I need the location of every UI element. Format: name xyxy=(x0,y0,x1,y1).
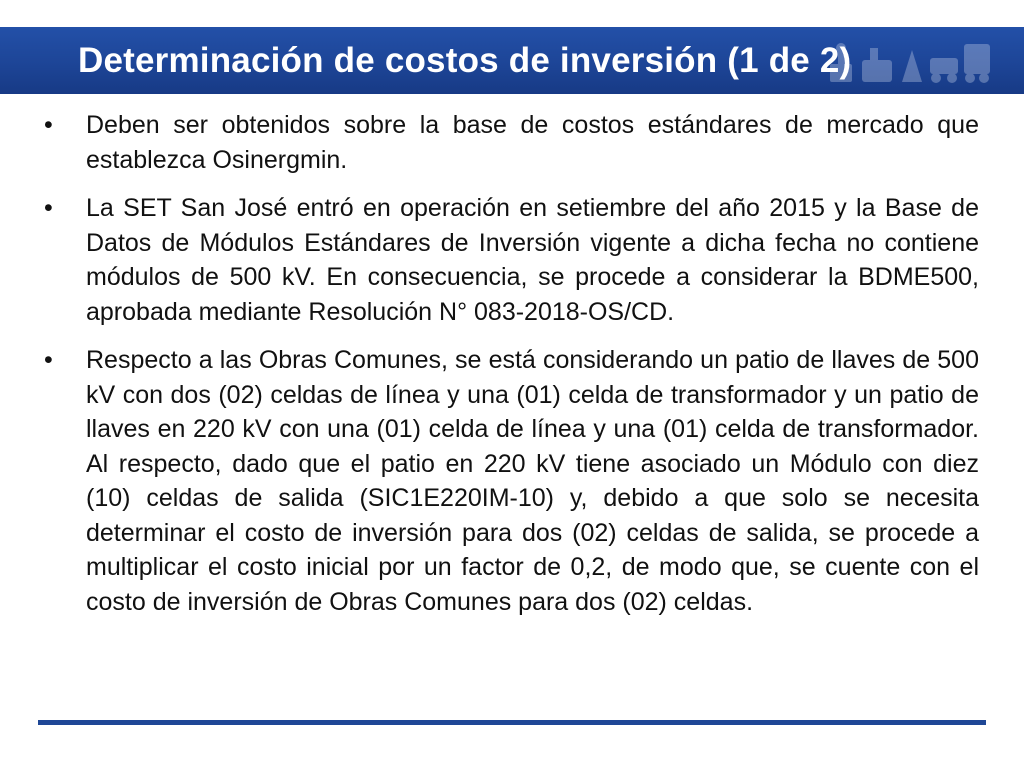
bullet-icon: • xyxy=(44,194,53,222)
bullet-item xyxy=(44,191,979,329)
bullet-item xyxy=(44,108,979,177)
bullet-icon: • xyxy=(44,111,53,139)
slide-title: Determinación de costos de inversión (1 de 2) xyxy=(78,41,852,80)
bullet-icon: • xyxy=(44,346,53,374)
bullet-list xyxy=(44,108,979,633)
bullet-text: Respecto a las Obras Comunes, se está considerando un patio de llaves de 500 kV con dos (02) celdas de línea y una (01) celda de transformador y un patio de llaves en 220 kV con una (01) celda de línea y una (01) celda de transformador. Al respecto, dado que el patio en 220 kV tiene asociado un Módulo con diez (10) celdas de salida (SIC1E220IM-10) y, debido a que solo se necesita determinar el costo de inversión para dos (02) celdas de salida, se procede a multiplicar el costo inicial por un factor de 0,2, de modo que, se cuente con el costo de inversión de Obras Comunes para dos (02) celdas. xyxy=(86,346,979,616)
bullet-item xyxy=(44,343,979,619)
industry-logo-icon xyxy=(826,30,996,88)
bullet-text: Deben ser obtenidos sobre la base de costos estándares de mercado que establezca Osinergmin. xyxy=(86,111,979,174)
bullet-text: La SET San José entró en operación en setiembre del año 2015 y la Base de Datos de Módulos Estándares de Inversión vigente a dicha fecha no contiene módulos de 500 kV. En consecuencia, se procede a considerar la BDME500, aprobada mediante Resolución N° 083-2018-OS/CD. xyxy=(86,194,979,326)
bottom-divider xyxy=(38,720,986,725)
